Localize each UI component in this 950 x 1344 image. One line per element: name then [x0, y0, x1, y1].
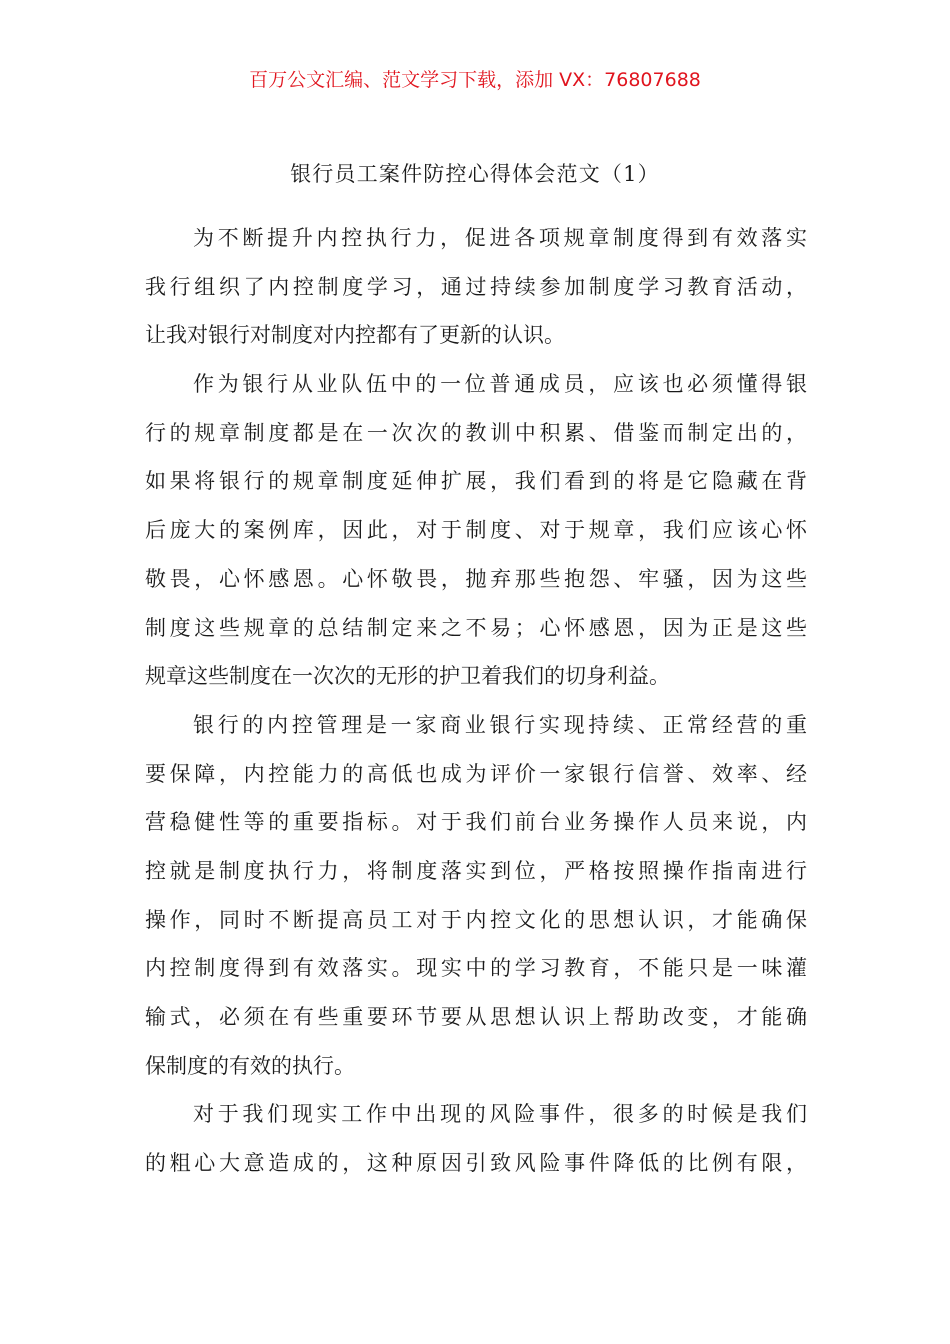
text-line: 的粗心大意造成的，这种原因引致风险事件降低的比例有限，: [145, 1151, 807, 1176]
text-line: 对于我们现实工作中出现的风险事件，很多的时候是我们: [193, 1102, 807, 1127]
text-line: 敬畏，心怀感恩。心怀敬畏，抛弃那些抱怨、牢骚，因为这些: [145, 566, 807, 591]
text-line: 为不断提升内控执行力，促进各项规章制度得到有效落实: [193, 226, 807, 250]
text-line: 让我对银行对制度对内控都有了更新的认识。: [145, 323, 565, 348]
document-title: 银行员工案件防控心得体会范文（1）: [290, 162, 660, 186]
text-line: 操作，同时不断提高员工对于内控文化的思想认识，才能确保: [145, 907, 807, 932]
text-line: 内控制度得到有效落实。现实中的学习教育，不能只是一味灌: [145, 956, 807, 981]
document-body: [145, 222, 807, 1196]
text-line: 行的规章制度都是在一次次的教训中积累、借鉴而制定出的，: [145, 420, 807, 445]
paragraph-1: [145, 222, 807, 368]
text-line: 控就是制度执行力，将制度落实到位，严格按照操作指南进行: [145, 858, 807, 883]
text-line: 规章这些制度在一次次的无形的护卫着我们的切身利益。: [145, 664, 670, 689]
text-line: 输式，必须在有些重要环节要从思想认识上帮助改变，才能确: [145, 1005, 807, 1029]
paragraph-3: [145, 709, 807, 1099]
text-line: 制度这些规章的总结制定来之不易；心怀感恩，因为正是这些: [145, 615, 807, 640]
text-line: 保制度的有效的执行。: [145, 1053, 355, 1078]
promo-banner: 百万公文汇编、范文学习下载，添加 VX：76807688: [249, 69, 701, 91]
paragraph-2: [145, 368, 807, 709]
text-line: 要保障，内控能力的高低也成为评价一家银行信誉、效率、经: [145, 761, 807, 786]
paragraph-4: [145, 1098, 807, 1195]
text-line: 我行组织了内控制度学习，通过持续参加制度学习教育活动，: [145, 274, 807, 299]
text-line: 银行的内控管理是一家商业银行实现持续、正常经营的重: [193, 712, 807, 737]
text-line: 营稳健性等的重要指标。对于我们前台业务操作人员来说，内: [145, 810, 807, 835]
text-line: 如果将银行的规章制度延伸扩展，我们看到的将是它隐藏在背: [145, 469, 807, 494]
text-line: 作为银行从业队伍中的一位普通成员，应该也必须懂得银: [193, 372, 807, 397]
text-line: 后庞大的案例库，因此，对于制度、对于规章，我们应该心怀: [145, 518, 807, 543]
